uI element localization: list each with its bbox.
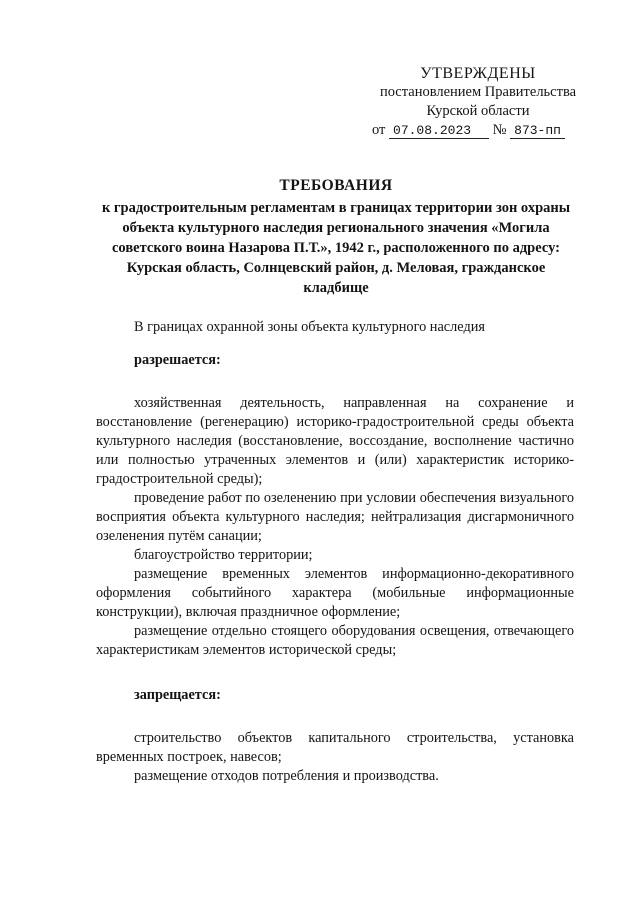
list-item: строительство объектов капитального строительства, установка временных построек, навесов; (96, 730, 574, 765)
list-item: размещение отходов потребления и производства. (134, 768, 439, 784)
list-item: размещение временных элементов информационно-декоративного оформления событийного характера (мобильные информационные конструкции), включая праздничное оформление; (96, 566, 574, 620)
prohibited-label: запрещается: (134, 687, 221, 703)
prohibited-list (96, 729, 574, 786)
approval-stamp (368, 64, 588, 140)
intro-paragraph: В границах охранной зоны объекта культурного наследия (134, 319, 485, 335)
allowed-label: разрешается: (134, 352, 221, 368)
document-body (96, 318, 574, 786)
approval-heading: УТВЕРЖДЕНЫ (420, 65, 536, 82)
date-value: 07.08.2023 (389, 123, 489, 139)
title-subtitle: к градостроительным регламентам в границах территории зон охраны объекта культурного наследия регионального значения «Могила советского воина Назарова П.Т.», 1942 г., расположенного по адресу: Курская область, Солнцевский район, д. Меловая, гражданское кладбище (101, 200, 571, 296)
approval-date-line (368, 121, 588, 140)
list-item: хозяйственная деятельность, направленная на сохранение и восстановление (регенерацию) историко-градостроительной среды объекта культурного наследия (восстановление, воссоздание, восполнение частично или полностью утраченных элементов и (или) характеристик историко-градостроительной среды); (96, 395, 574, 487)
list-item: размещение отдельно стоящего оборудования освещения, отвечающего характеристикам элементов исторической среды; (96, 623, 574, 658)
number-value: 873-пп (510, 123, 565, 139)
list-item: проведение работ по озеленению при условии обеспечения визуального восприятия объекта культурного наследия; нейтрализация дисгармоничного озеленения путём санации; (96, 490, 574, 544)
number-prefix: № (492, 122, 507, 138)
document-title (96, 176, 576, 298)
list-item: благоустройство территории; (134, 547, 313, 563)
allowed-list (96, 394, 574, 660)
approval-line-1: постановлением Правительства (379, 84, 577, 100)
date-prefix: от (372, 122, 386, 138)
title-heading: ТРЕБОВАНИЯ (279, 177, 393, 194)
approval-line-2: Курской области (426, 103, 530, 119)
